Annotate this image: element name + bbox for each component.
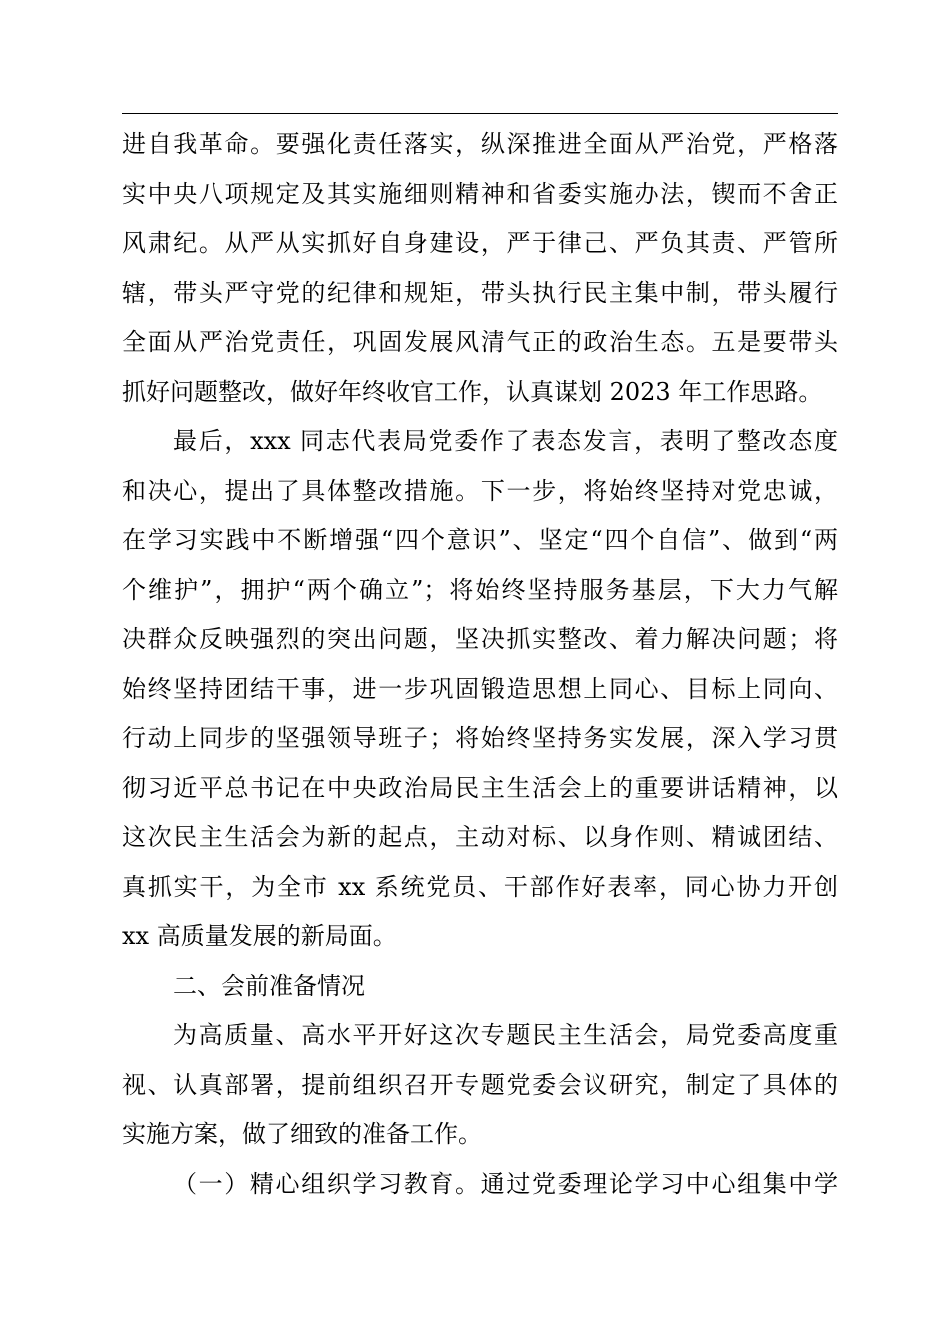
text-line: 实施方案，做了细致的准备工作。	[122, 1120, 482, 1148]
text-line: 风肃纪。从严从实抓好自身建设，严于律己、严负其责、严管所	[122, 229, 838, 257]
text-line: 个维护”，拥护“两个确立”；将始终坚持服务基层，下大力气解	[122, 575, 838, 604]
text-line: 在学习实践中不断增强“四个意识”、坚定“四个自信”、做到“两	[122, 526, 838, 554]
text-line: 视、认真部署，提前组织召开专题党委会议研究，制定了具体的	[122, 1070, 838, 1099]
text-line: 这次民主生活会为新的起点，主动对标、以身作则、精诚团结、	[122, 823, 838, 851]
subsection-heading-line: （一）精心组织学习教育。通过党委理论学习中心组集中学	[173, 1169, 838, 1198]
text-line: 辖，带头严守党的纪律和规矩，带头执行民主集中制，带头履行	[122, 278, 838, 307]
text-line: 和决心，提出了具体整改措施。下一步，将始终坚持对党忠诚，	[122, 476, 838, 505]
document-body	[122, 120, 838, 1209]
text-line: 始终坚持团结干事，进一步巩固锻造思想上同心、目标上同向、	[122, 674, 838, 703]
section-heading: 二、会前准备情况	[173, 971, 365, 1000]
text-line: 实中央八项规定及其实施细则精神和省委实施办法，锲而不舍正	[122, 179, 838, 208]
paragraph-start-line: 最后，xxx 同志代表局党委作了表态发言，表明了整改态度	[173, 427, 838, 455]
text-line: xx 高质量发展的新局面。	[122, 922, 397, 950]
text-line: 全面从严治党责任，巩固发展风清气正的政治生态。五是要带头	[122, 328, 838, 356]
text-line: 真抓实干，为全市 xx 系统党员、干部作好表率，同心协力开创	[122, 872, 838, 901]
text-line: 进自我革命。要强化责任落实，纵深推进全面从严治党，严格落	[122, 130, 838, 158]
paragraph-start-line: 为高质量、高水平开好这次专题民主生活会，局党委高度重	[173, 1021, 838, 1049]
text-line: 抓好问题整改，做好年终收官工作，认真谋划 2023 年工作思路。	[122, 377, 823, 406]
text-line: 决群众反映强烈的突出问题，坚决抓实整改、着力解决问题；将	[122, 625, 838, 653]
text-line: 彻习近平总书记在中央政治局民主生活会上的重要讲话精神，以	[122, 773, 838, 802]
header-divider	[122, 113, 838, 114]
text-line: 行动上同步的坚强领导班子；将始终坚持务实发展，深入学习贯	[122, 724, 838, 752]
